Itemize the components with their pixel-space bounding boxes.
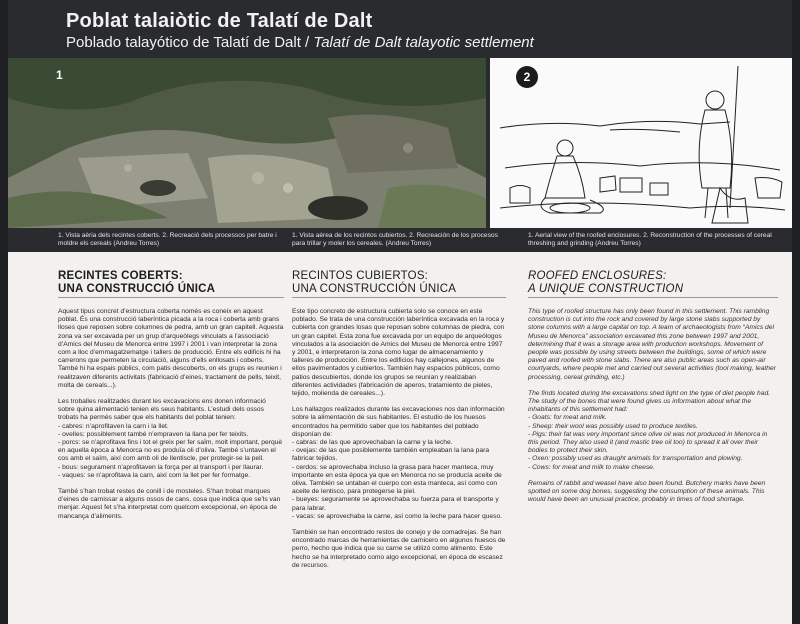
heading-english-line-2: A UNIQUE CONSTRUCTION [528,283,684,295]
paragraph: També s’han trobat restes de conill i de mosteles. S’han trobat marques d’eines de carnissar a alguns ossos de cans, cosa que indica que se’ls van menjar. Aquest fet s’ha interpretat com quelcom excepcional, en època de mancança d’aliments. [58,488,281,520]
text-area [8,252,792,624]
paragraph: This type of roofed structure has only been found in this settlement. This rambling construction is cut into the rock and covered by large stone slabs supported by stone columns with a large capital on top. A team of archaeologists from “Amics del Museu de Menorca” association excavated this zone between 1997 and 2001, determining that it was a storage area with production workshops. Movement of people was possible by using streets between the buildings, some of which were paved and roofed with stone slabs. There are also public areas such as open-air courtyards, where people met and carried out several activities (tool making, leather processing, cereal grinding, etc.) [528,308,776,381]
paragraph: The finds located during the excavations shed light on the type of diet people had. The study of the bones that were found gives us information about what the inhabitants of this settlement had: - Goats: for meat and milk. - Sheep: their wool was possibly used to produce textiles. - Pigs: their fat was very important since olive oil was not produced in Menorca in this period. They also used it (and mastic tree oil too) to spread it all over their bodies to protect their skin. - Oxen: possibly used as draught animals for transportation and plowing. - Cows: for meat and milk to make cheese. [528,389,771,471]
aerial-photo-illustration [8,58,486,228]
heading-spanish-line-1: RECINTOS CUBIERTOS: [292,270,429,282]
paragraph: Este tipo concreto de estructura cubierta solo se conoce en este poblado. Se trata de una construcción laberíntica excavada en la roca y cubierta con grandes losas que reposan sobre columnas de piedra, con un gran capitel. Esta zona fue excavada por un equipo de arqueólogos vinculados a la asociación de Amics del Museu de Menorca entre 1997 y 2001, e interpretaron la zona como lugar de almacenamiento y talleres de producción. Entre los edificios hay callejones, algunos de ellos pavimentados y cubiertos. También hay espacios públicos, como patios descubiertos, donde los grupos se reunían y realizaban diferentes actividades (fabricación de aperos, tratamiento de pieles, tejido, molienda de cereales...). [292,308,505,398]
aerial-photo [8,58,486,228]
title-spanish: Poblado talayótico de Talatí de Dalt [66,34,301,51]
paragraph: Los hallazgos realizados durante las excavaciones nos dan información sobre la alimentación de sus habitantes. El estudio de los huesos encontrados ha permitido saber que los habitantes del poblado disponían de: - cabras: de las que aprovechaban la carne y la leche. - ovejas: de las que posiblemente también empleaban la lana para fabricar tejidos. - cerdos: se aprovechaba incluso la grasa para hacer manteca, muy importante en esta época ya que en Menorca no se producía aceite de oliva. También se untaban el cuerpo con esta manteca, así como con aceite de lentisco, para protegerse la piel. - bueyes: seguramente se aprovechaba su fuerza para el transporte y para labrar. - vacas: se aprovechaba la carne, así como la leche para hacer queso. [292,406,505,520]
title-english: Talatí de Dalt talayotic settlement [313,34,534,51]
heading-catalan-line-2: UNA CONSTRUCCIÓ ÚNICA [58,283,216,295]
body-catalan [58,298,284,521]
paragraph: Aquest tipus concret d’estructura coberta només es coneix en aquest poblat. És una construcció laberíntica picada a la roca i coberta amb grans lloses que reposen sobre columnes de pedra, amb un gran capitell. Aquesta zona va ser excavada per un grup d’arqueòlegs vinculats a l’associació d’Amics del Museu de Menorca entre 1997 i 2001 i van interpretar la zona com a lloc d’emmagatzematge i tallers de producció. Entre els edificis hi ha carrerons que permeten la circulació, alguns d’ells enllosats i coberts. També hi ha espais públics, com patis descoberts, on els grups es reunien i realitzaven diferents activitats (fabricació d’eines, tractament de pells, teixit, molta de cereals...). [58,308,284,389]
caption-spanish: 1. Vista aérea de los recintos cubiertos. 2. Recreación de los procesos para trillar y moler los cereales. (Andreu Torres) [292,232,498,247]
paragraph: Les troballes realitzades durant les excavacions ens donen informació sobre quina alimentació tenien els seus habitants. L’estudi dels ossos trobats ha permès saber que els habitants del poblat tenien: - cabres: n’aprofitaven la carn i la llet. - ovelles: possiblement també n’empraven la llana per fer teixits. - porcs: se n’aprofitava fins i tot el greix per fer saïm, molt important, perquè en aquella època a Menorca no es produïa oli d’oliva. També s’untaven el cos amb el saïm, així com amb oli de llentiscle, per protegir-se la pell. - bous: segurament n’aprofitaven la força per al transport i per llaurar. - vaques: se n’aprofitava la carn, així com la llet per fer formatge. [58,398,283,479]
reconstruction-drawing [490,58,792,228]
drawing-number: 2 [516,66,538,88]
heading-english [528,252,778,298]
image-captions [8,230,792,250]
paragraph: También se han encontrado restos de conejo y de comadrejas. Se han encontrado marcas de herramientas de carnicero en algunos huesos de perro, hecho que indica que su carne se utilizó como alimento. Este hecho se ha interpretado como algo excepcional, en época de escasez de recursos. [292,529,506,569]
heading-catalan [58,252,284,298]
body-spanish [292,298,506,570]
panel-header [8,0,792,56]
heading-spanish-line-2: UNA CONSTRUCCIÓN ÚNICA [292,283,457,295]
body-english [528,298,778,504]
caption-catalan: 1. Vista aèria dels recintes coberts. 2. Recreació dels processos per batre i moldre els cereals (Andreu Torres) [58,232,277,247]
photo-number: 1 [56,68,63,82]
heading-catalan-line-1: RECINTES COBERTS: [58,270,183,282]
column-spanish [292,252,506,578]
heading-english-line-1: ROOFED ENCLOSURES: [528,270,667,282]
heading-spanish [292,252,506,298]
title-subtitle [66,33,792,52]
caption-english: 1. Aerial view of the roofed enclosures. 2. Reconstruction of the processes of cereal threshing and grinding (Andreu Torres) [528,232,772,247]
information-panel [8,0,792,624]
title-catalan: Poblat talaiòtic de Talatí de Dalt [66,10,373,32]
title-separator: / [300,34,314,51]
column-english [528,252,778,512]
column-catalan [58,252,284,529]
paragraph: Remains of rabbit and weasel have also been found. Butchery marks have been spotted on some dog bones, suggesting the consumption of these animals. This would have been an unusual practice, probably in times of food shortage. [528,479,766,504]
